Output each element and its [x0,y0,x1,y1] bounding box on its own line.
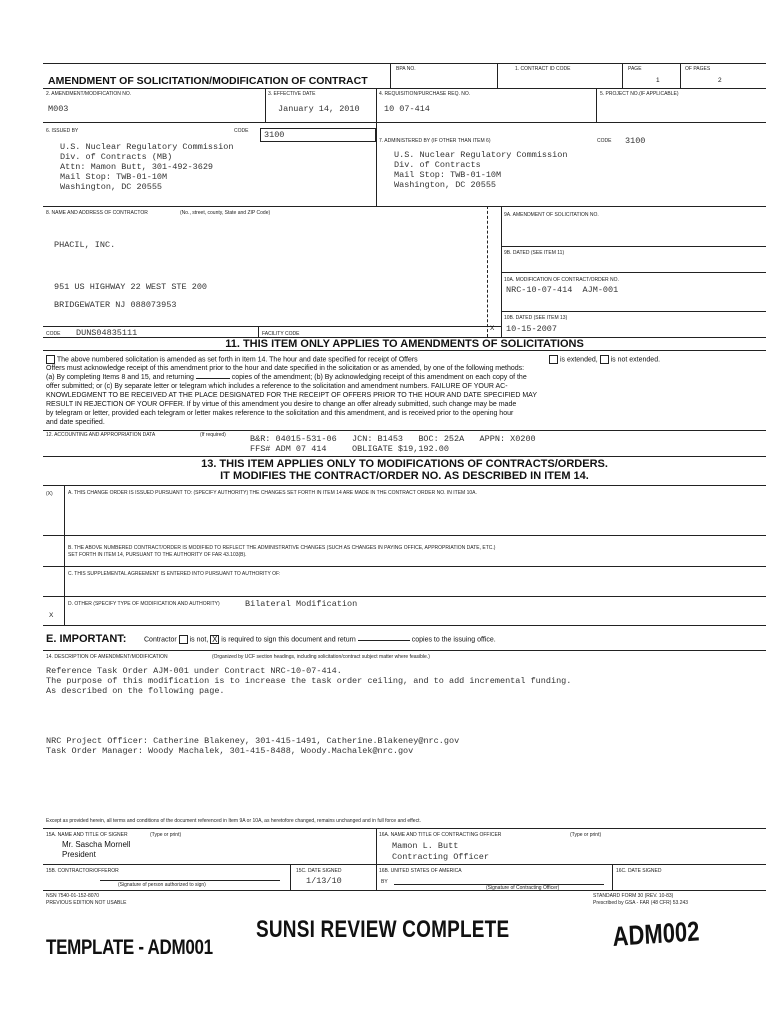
important-label: E. IMPORTANT: [46,633,127,645]
signer-name-label: 15A. NAME AND TITLE OF SIGNER [46,832,128,838]
item13-d-mark: X [49,612,54,619]
bpa-label: BPA NO. [396,66,416,72]
contractor-offeror-label: 15B. CONTRACTOR/OFFEROR [46,868,119,874]
item13-b-1: B. THE ABOVE NUMBERED CONTRACT/ORDER IS MODIFIED TO REFLECT THE ADMINISTRATIVE CHANGES (SUCH AS CHANGES IN PAYING OFFICE, APPROPRIATION DATE, ETC.) [68,545,496,551]
item13-d: D. OTHER (SPECIFY TYPE OF MODIFICATION AND AUTHORITY) [68,601,220,607]
contract-dated-value: 10-15-2007 [506,324,558,334]
item10-check-mark: X [490,325,495,332]
is-not-checkbox[interactable] [179,635,188,644]
of-pages-label: OF PAGES [685,66,711,72]
is-required-checkbox[interactable]: X [212,635,218,644]
contractor-date-label: 15C. DATE SIGNED [296,868,342,874]
previous-edition-label: PREVIOUS EDITION NOT USABLE [46,900,127,906]
standard-form-label: STANDARD FORM 30 (REV. 10-83) [593,893,674,899]
officer-name: Mamon L. Butt [392,841,459,851]
contractor-code-label: CODE [46,331,61,337]
modification-contract-value: NRC-10-07-414 AJM-001 [506,285,619,295]
effective-date-value: January 14, 2010 [278,104,360,114]
item11-title: 11. THIS ITEM ONLY APPLIES TO AMENDMENTS OF SOLICITATIONS [225,338,584,350]
nsn-label: NSN 7540-01-152-8070 [46,893,100,899]
facility-code-label: FACILITY CODE [262,331,300,337]
contractor-address-2: BRIDGEWATER NJ 088073953 [54,300,177,310]
item13-b-2: SET FORTH IN ITEM 14, PURSUANT TO THE AUTHORITY OF FAR 43.103(B). [68,552,247,558]
signer-name: Mr. Sascha Mornell [62,840,131,849]
extended-checkbox[interactable] [549,355,558,364]
item13-c: C. THIS SUPPLEMENTAL AGREEMENT IS ENTERED INTO PURSUANT TO AUTHORITY OF: [68,571,281,577]
officer-name-label: 16A. NAME AND TITLE OF CONTRACTING OFFICER [379,832,502,838]
item13-title-1: 13. THIS ITEM APPLIES ONLY TO MODIFICATIONS OF CONTRACTS/ORDERS. [201,458,608,470]
page-number: 1 [656,77,660,84]
issued-code-value: 3100 [264,130,285,140]
project-no-label: 5. PROJECT NO.(IF APPLICABLE) [600,91,679,97]
description-body: Reference Task Order AJM-001 under Contract NRC-10-07-414. The purpose of this modification is to increase the task order ceiling, and to add incremental funding. As described on the following page. NRC Project Officer: Catherine Blakeney, 301-415-1491, Catherine.Blakeney@nrc.gov Task Order Manager: Woody Machalek, 301-415-8488, Woody.Machalek@nrc.gov [46,666,572,756]
contractor-name: PHACIL, INC. [54,240,116,250]
officer-title: Contracting Officer [392,852,489,862]
contractor-address-1: 951 US HIGHWAY 22 WEST STE 200 [54,282,208,292]
officer-signature-hint: (Signature of Contracting Officer) [486,885,560,891]
issued-by-label: 6. ISSUED BY [46,128,79,134]
form-title: AMENDMENT OF SOLICITATION/MODIFICATION OF CONTRACT [48,75,368,87]
administered-by-address: U.S. Nuclear Regulatory Commission Div. of Contracts Mail Stop: TWB-01-10M Washington, DC 20555 [394,150,568,190]
item13-a: A. THIS CHANGE ORDER IS ISSUED PURSUANT TO: (SPECIFY AUTHORITY) THE CHANGES SET FORTH IN ITEM 14 ARE MADE IN THE CONTRACT ORDER NO. IN ITEM 10A. [68,490,477,496]
amend-no-label: 2. AMENDMENT/MODIFICATION NO. [46,91,132,97]
modification-contract-label: 10A. MODIFICATION OF CONTRACT/ORDER NO. [504,277,619,283]
accounting-label: 12. ACCOUNTING AND APPROPRIATION DATA [46,432,156,438]
effective-date-label: 3. EFFECTIVE DATE [268,91,316,97]
requisition-value: 10 07-414 [384,104,430,114]
item13-title-2: IT MODIFIES THE CONTRACT/ORDER NO. AS DESCRIBED IN ITEM 14. [220,470,589,482]
contractor-name-label: 8. NAME AND ADDRESS OF CONTRACTOR [46,210,148,216]
check-column-label: (X) [46,491,53,497]
contract-dated-label: 10B. DATED (SEE ITEM 13) [504,315,568,321]
accounting-hint: (If required) [200,432,226,438]
amend-no-value: M003 [48,104,69,114]
item11-text: The above numbered solicitation is amended as set forth in Item 14. The hour and date specified for receipt of Offers is extended, is not extended. Offers must acknowledge receipt of this amendment prior to the hour and date specified in the solicitation or as amended, by one of the following methods: (a) By completing Items 8 and 15, and returning copies of the amendment; (b) By acknowledging receipt of this amendment on each copy of the offer submitted; or (c) By separate letter or telegram which includes a reference to the solicitation and amendment numbers. FAILURE OF YOUR AC- KNOWLEDGMENT TO BE RECEIVED AT THE PLACE DESIGNATED FOR THE RECEIPT OF OFFERS PRIOR TO THE HOUR AND DATE SPECIFIED MAY RESULT IN REJECTION OF YOUR OFFER. If by virtue of this amendment you desire to change an offer already submitted, such change may be made by telegram or letter, provided each telegram or letter makes reference to the solicitation and this amendment, and is received prior to the opening hour and date specified. [46,356,661,427]
admin-code-label: CODE [597,138,612,144]
not-extended-checkbox[interactable] [600,355,609,364]
solicitation-dated-label: 9B. DATED (SEE ITEM 11) [504,250,565,256]
signer-name-hint: (Type or print) [150,832,182,838]
accounting-line-1: B&R: 04015-531-06 JCN: B1453 BOC: 252A APPN: X0200 [250,434,536,444]
officer-date-label: 16C. DATE SIGNED [616,868,662,874]
description-hint: (Organized by UCF section headings, including solicitation/contract subject matter where feasible.) [212,654,430,660]
requisition-label: 4. REQUISITION/PURCHASE REQ. NO. [379,91,471,97]
usa-label: 16B. UNITED STATES OF AMERICA [379,868,462,874]
officer-name-hint: (Type or print) [570,832,602,838]
description-label: 14. DESCRIPTION OF AMENDMENT/MODIFICATION [46,654,168,660]
issued-code-label: CODE [234,128,249,134]
issued-by-address: U.S. Nuclear Regulatory Commission Div. of Contracts (MB) Attn: Mamon Butt, 301-492-3629 Mail Stop: TWB-01-10M Washington, DC 20555 [60,142,234,192]
adm002-stamp: ADM002 [612,915,701,953]
except-provided-text: Except as provided herein, all terms and conditions of the document referenced in Item 9A or 10A, as heretofore changed, remains unchanged and in full force and effect. [46,818,421,824]
signer-title: President [62,850,96,859]
solicitation-amended-checkbox[interactable] [46,355,55,364]
contractor-code-value: DUNS04835111 [76,328,138,338]
template-stamp: TEMPLATE - ADM001 [46,935,213,959]
contract-id-label: 1. CONTRACT ID CODE [515,66,571,72]
admin-code-value: 3100 [625,136,646,146]
contractor-date-value: 1/13/10 [306,876,342,886]
accounting-line-2: FFS# ADM 07 414 OBLIGATE $19,192.00 [250,444,449,454]
important-text: Contractor is not, X is required to sign this document and return copies to the issuing office. [144,635,496,644]
amendment-solicitation-label: 9A. AMENDMENT OF SOLICITATION NO. [504,212,599,218]
contractor-signature-hint: (Signature of person authorized to sign) [118,882,206,888]
by-label: BY [381,879,388,885]
of-pages-number: 2 [718,77,722,84]
page-label: PAGE [628,66,642,72]
item13-d-value: Bilateral Modification [245,599,358,609]
administered-by-label: 7. ADMINISTERED BY (IF OTHER THAN ITEM 6) [379,138,491,144]
prescribed-by-label: Prescribed by GSA - FAR (48 CFR) 53.243 [593,900,689,906]
sunsi-review-stamp: SUNSI REVIEW COMPLETE [256,917,510,944]
contractor-name-hint: (No., street, county, State and ZIP Code) [180,210,271,216]
